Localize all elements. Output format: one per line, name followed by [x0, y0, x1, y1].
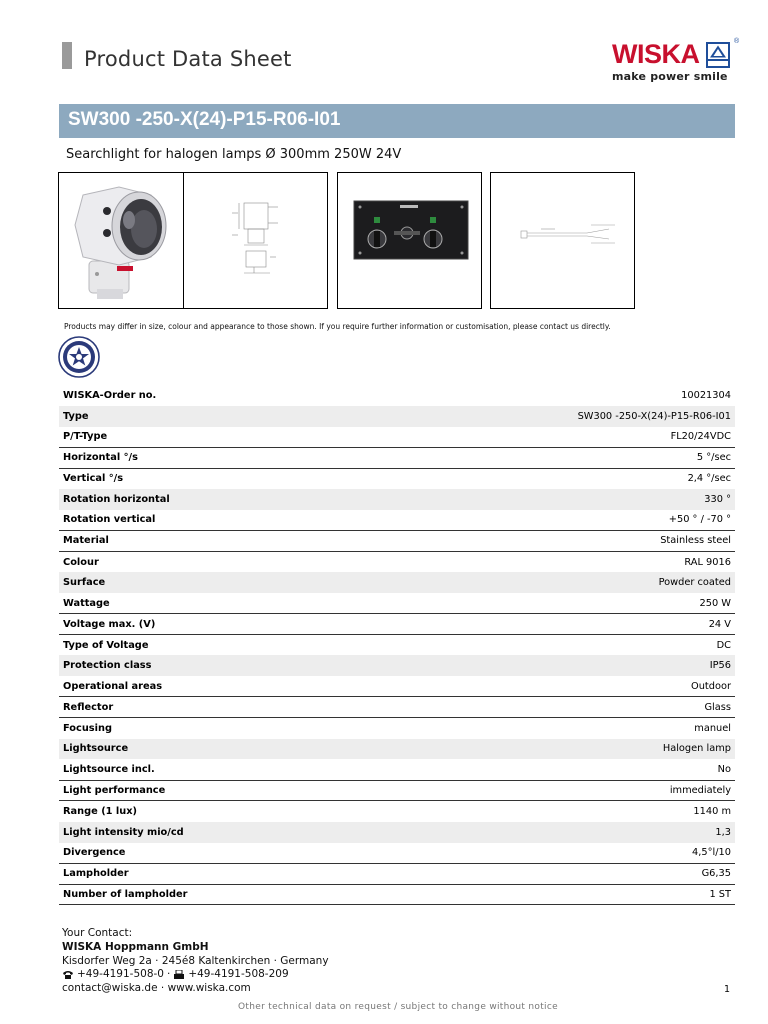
logo-wordmark: WISKA	[612, 39, 700, 69]
spec-row	[59, 468, 735, 489]
spec-label: Focusing	[63, 722, 112, 734]
cable-drawing-icon	[491, 173, 635, 309]
spec-label: Type of Voltage	[63, 639, 149, 651]
spec-label: Surface	[63, 577, 106, 589]
spec-row	[59, 780, 735, 801]
spec-value: +50 ° / -70 °	[364, 510, 735, 531]
spec-row	[59, 759, 735, 780]
spec-row	[59, 510, 735, 531]
spec-value: Glass	[364, 697, 735, 718]
contact-heading: Your Contact:	[62, 927, 133, 939]
spec-row	[59, 676, 735, 697]
spec-label: P/T-Type	[59, 427, 364, 448]
spec-label: Wattage	[59, 593, 364, 614]
product-title-band	[59, 104, 735, 138]
spec-table	[59, 385, 735, 905]
spec-value: Outdoor	[364, 676, 735, 697]
spec-label: Vertical °/s	[63, 473, 124, 485]
logo-tagline: make power smile	[612, 70, 728, 83]
spec-label: Colour	[63, 556, 99, 568]
spec-row	[59, 447, 735, 468]
spec-value: manuel	[694, 722, 731, 734]
fax-icon	[173, 970, 185, 980]
spec-row	[59, 385, 735, 406]
spec-row	[59, 635, 735, 656]
dimension-drawing	[183, 172, 328, 309]
spec-label: Reflector	[59, 697, 364, 718]
phone-number[interactable]: +49-4191-508-0	[77, 968, 164, 981]
certification-seal-icon	[58, 336, 100, 378]
spec-value: immediately	[364, 780, 735, 801]
spec-label: Divergence	[59, 843, 364, 864]
contact-separator: ·	[166, 968, 171, 981]
spec-row	[59, 551, 735, 572]
spec-label: Rotation horizontal	[63, 493, 170, 505]
spec-value: 2,4 °/sec	[687, 473, 731, 485]
product-description: Searchlight for halogen lamps Ø 300mm 250W 24V	[66, 147, 402, 162]
spec-value: 250 W	[364, 593, 735, 614]
spec-value: 1140 m	[693, 806, 731, 818]
contact-web[interactable]: contact@wiska.de · www.wiska.com	[62, 982, 251, 995]
spec-row	[59, 863, 735, 884]
wiska-logo	[612, 38, 740, 84]
fax-number[interactable]: +49-4191-508-209	[188, 968, 289, 981]
spec-label: Horizontal °/s	[59, 447, 364, 468]
spec-label: Operational areas	[59, 676, 364, 697]
spec-row	[59, 572, 735, 593]
spec-value: 1,3	[715, 826, 731, 838]
spec-label: Light intensity mio/cd	[63, 826, 184, 838]
contact-block	[62, 927, 329, 996]
footer-note: Other technical data on request / subject to change without notice	[238, 1002, 558, 1012]
spec-value: 10021304	[681, 389, 731, 401]
control-panel-icon	[338, 173, 482, 309]
spec-label: Voltage max. (V)	[59, 614, 364, 635]
spec-row	[59, 801, 735, 822]
header-accent-bar	[62, 42, 72, 69]
registered-mark: ®	[734, 38, 740, 45]
spec-row	[59, 739, 735, 760]
spec-value: Powder coated	[658, 577, 731, 589]
spec-label: Rotation vertical	[59, 510, 364, 531]
spec-value: Halogen lamp	[662, 743, 731, 755]
spec-value: G6,35	[364, 863, 735, 884]
company-address: Kisdorfer Weg 2a · 245é8 Kaltenkirchen · Germany	[62, 954, 329, 967]
spec-label: Lampholder	[59, 863, 364, 884]
spec-row	[59, 406, 735, 427]
spec-value: SW300 -250-X(24)-P15-R06-I01	[577, 410, 731, 422]
spec-value: 330 °	[704, 493, 731, 505]
disclaimer-text: Products may differ in size, colour and appearance to those shown. If you require further information or customisation, please contact us directly.	[64, 322, 611, 331]
company-name: WISKA Hoppmann GmbH	[62, 940, 209, 953]
spec-value: 5 °/sec	[364, 447, 735, 468]
spec-row	[59, 531, 735, 552]
spec-value: No	[364, 759, 735, 780]
spec-label: Range (1 lux)	[63, 806, 138, 818]
spec-row	[59, 843, 735, 864]
product-code: SW300 -250-X(24)-P15-R06-I01	[68, 109, 341, 130]
spec-label: Protection class	[63, 660, 152, 672]
spec-value: 24 V	[364, 614, 735, 635]
spec-label: Lightsource incl.	[59, 759, 364, 780]
searchlight-photo-icon	[59, 173, 203, 309]
telephone-icon	[62, 970, 74, 980]
spec-label: Material	[59, 531, 364, 552]
spec-row	[59, 614, 735, 635]
spec-value: Stainless steel	[364, 531, 735, 552]
wiring-drawing	[490, 172, 635, 309]
technical-drawing-icon	[184, 173, 328, 309]
spec-label: WISKA-Order no.	[63, 389, 157, 401]
spec-label: Number of lampholder	[59, 884, 364, 905]
spec-row	[59, 884, 735, 905]
spec-value: 1 ST	[364, 884, 735, 905]
page-number: 1	[724, 984, 731, 995]
spec-row	[59, 718, 735, 739]
spec-row	[59, 593, 735, 614]
spec-row	[59, 427, 735, 448]
spec-value: IP56	[709, 660, 731, 672]
spec-label: Lightsource	[63, 743, 129, 755]
spec-value: DC	[716, 639, 731, 651]
spec-value: FL20/24VDC	[364, 427, 735, 448]
spec-row	[59, 489, 735, 510]
phone-fax-line	[62, 968, 329, 982]
spec-value: 4,5°l/10	[364, 843, 735, 864]
product-photo	[58, 172, 203, 309]
spec-label: Type	[63, 410, 89, 422]
spec-value: RAL 9016	[684, 556, 731, 568]
page-title: Product Data Sheet	[84, 47, 292, 71]
spec-row	[59, 697, 735, 718]
spec-row	[59, 822, 735, 843]
control-panel-photo	[337, 172, 482, 309]
wiska-emblem-icon	[706, 42, 730, 68]
spec-label: Light performance	[59, 780, 364, 801]
spec-row	[59, 655, 735, 676]
